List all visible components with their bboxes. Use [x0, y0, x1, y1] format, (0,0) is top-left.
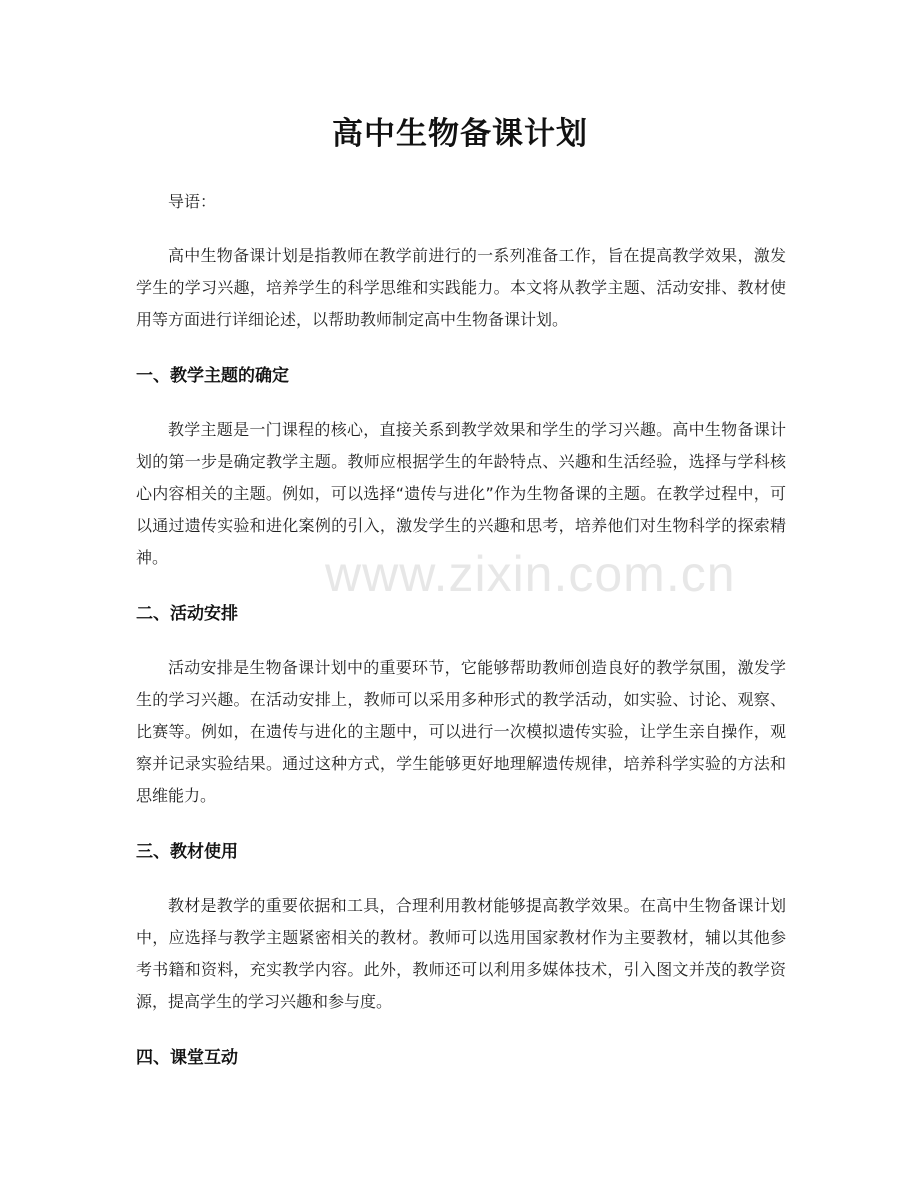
section-heading-2: 二、活动安排	[136, 604, 238, 624]
section-paragraph-1: 教学主题是一门课程的核心，直接关系到教学效果和学生的学习兴趣。高中生物备课计划的第一步是确定教学主题。教师应根据学生的年龄特点、兴趣和生活经验，选择与学科核心内容相关的主题。例如，可以选择“遗传与进化”作为生物备课的主题。在教学过程中，可以通过遗传实验和进化案例的引入，激发学生的兴趣和思考，培养他们对生物科学的探索精神。	[136, 420, 786, 567]
document-body	[136, 186, 786, 1096]
watermark: www.zixin.com.cn	[325, 546, 736, 602]
section-heading-4: 四、课堂互动	[136, 1048, 238, 1068]
document-title: 高中生物备课计划	[332, 116, 588, 152]
section-heading-1: 一、教学主题的确定	[136, 366, 289, 386]
section-paragraph-3: 教材是教学的重要依据和工具，合理利用教材能够提高教学效果。在高中生物备课计划中，应选择与教学主题紧密相关的教材。教师可以选用国家教材作为主要教材，辅以其他参考书籍和资料，充实教学内容。此外，教师还可以利用多媒体技术，引入图文并茂的教学资源，提高学生的学习兴趣和参与度。	[136, 896, 786, 1011]
intro-paragraph: 高中生物备课计划是指教师在教学前进行的一系列准备工作，旨在提高教学效果，激发学生的学习兴趣，培养学生的科学思维和实践能力。本文将从教学主题、活动安排、教材使用等方面进行详细论述，以帮助教师制定高中生物备课计划。	[136, 246, 786, 329]
intro-label: 导语：	[168, 192, 217, 211]
section-heading-3: 三、教材使用	[136, 842, 238, 862]
section-paragraph-2: 活动安排是生物备课计划中的重要环节，它能够帮助教师创造良好的教学氛围，激发学生的学习兴趣。在活动安排上，教师可以采用多种形式的教学活动，如实验、讨论、观察、比赛等。例如，在遗传与进化的主题中，可以进行一次模拟遗传实验，让学生亲自操作，观察并记录实验结果。通过这种方式，学生能够更好地理解遗传规律，培养科学实验的方法和思维能力。	[136, 658, 786, 805]
